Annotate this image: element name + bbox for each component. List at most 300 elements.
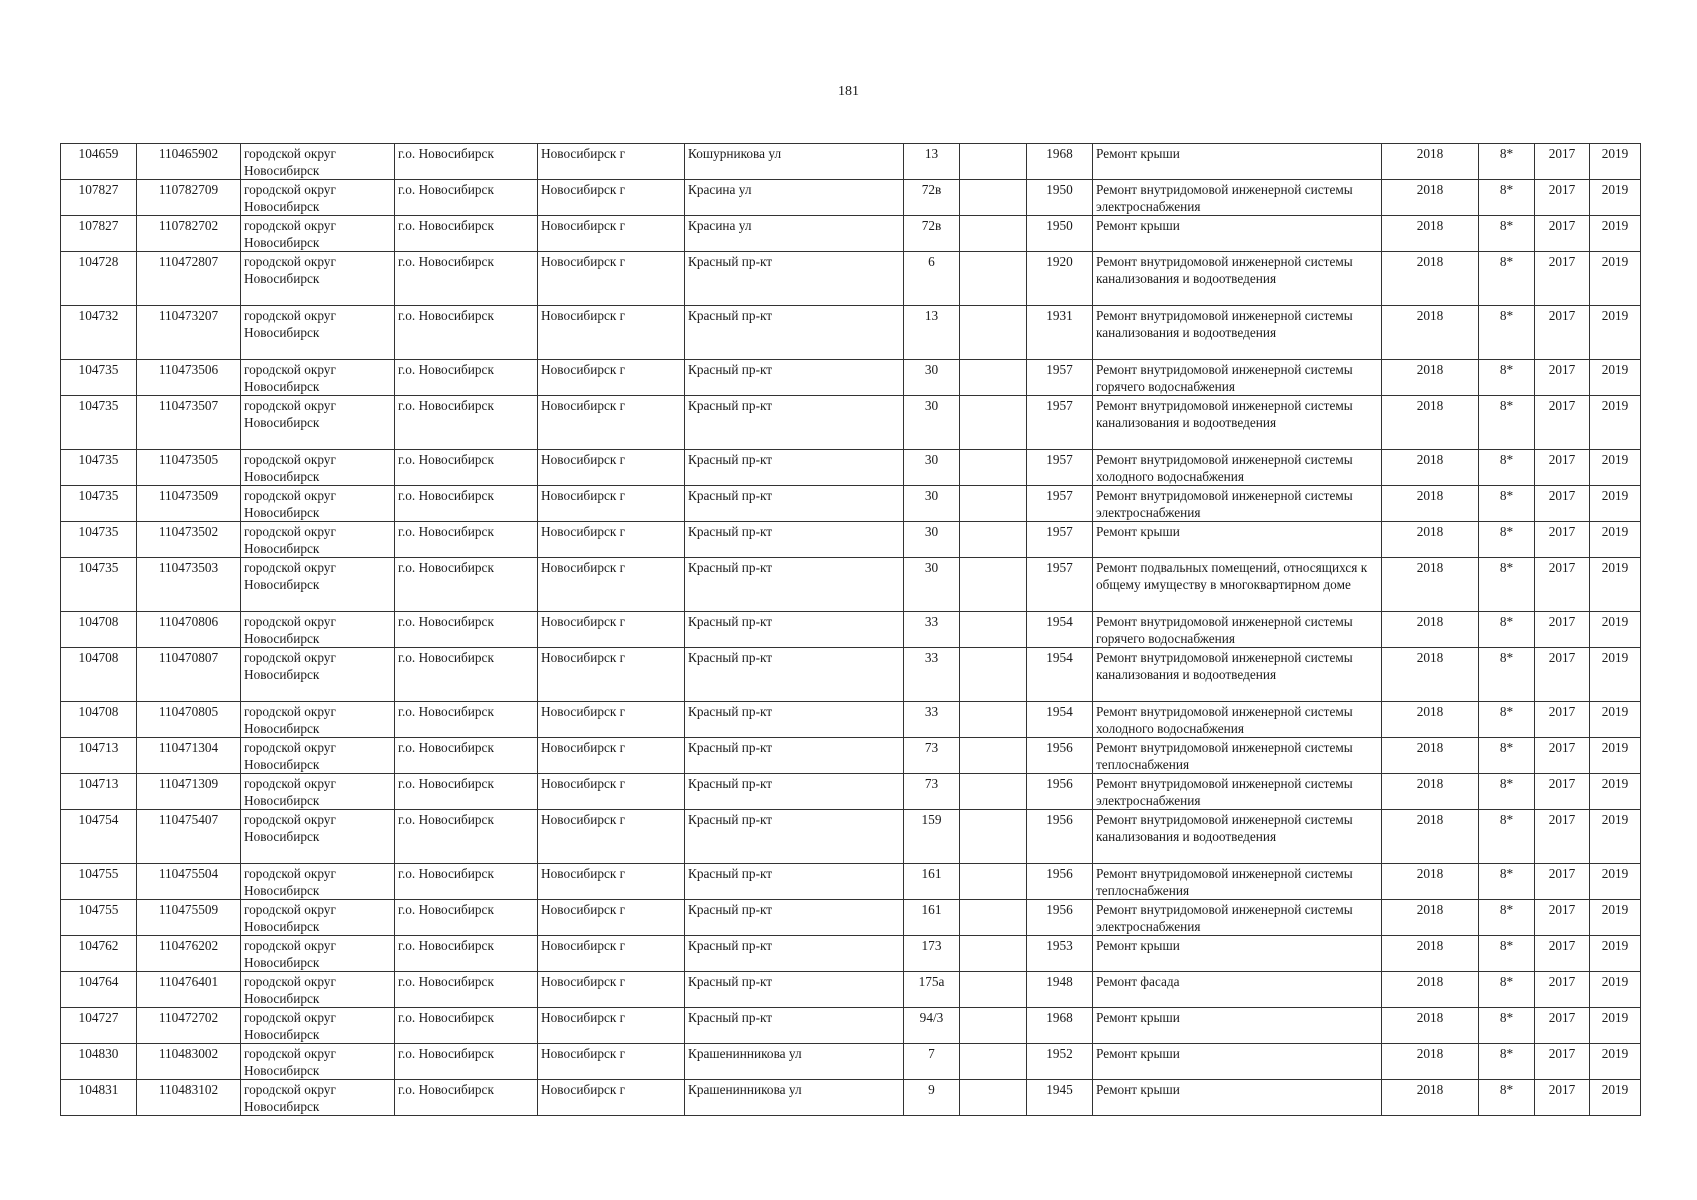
cell-locality: Новосибирск г [538,252,685,306]
cell-code: 110476202 [137,936,241,972]
cell-plan-year: 2018 [1382,1044,1479,1080]
cell-house: 6 [904,252,960,306]
cell-year-from: 2017 [1535,396,1590,450]
cell-year-to: 2019 [1590,936,1641,972]
cell-year-built: 1956 [1027,738,1093,774]
cell-extra [960,486,1027,522]
cell-street: Красный пр-кт [685,360,904,396]
registry-table [60,143,1641,1116]
cell-municipality: городской округ Новосибирск [241,450,395,486]
cell-work-type: Ремонт крыши [1093,936,1382,972]
cell-priority: 8* [1479,558,1535,612]
cell-municipality: городской округ Новосибирск [241,486,395,522]
cell-house: 30 [904,522,960,558]
cell-code: 110471309 [137,774,241,810]
cell-municipality: городской округ Новосибирск [241,810,395,864]
cell-work-type: Ремонт фасада [1093,972,1382,1008]
cell-district: г.о. Новосибирск [395,486,538,522]
cell-id: 104735 [61,558,137,612]
cell-year-to: 2019 [1590,612,1641,648]
cell-year-from: 2017 [1535,144,1590,180]
cell-street: Красный пр-кт [685,612,904,648]
cell-house: 33 [904,612,960,648]
cell-municipality: городской округ Новосибирск [241,216,395,252]
table-row [61,558,1641,612]
cell-year-from: 2017 [1535,216,1590,252]
table-row [61,306,1641,360]
cell-year-from: 2017 [1535,738,1590,774]
cell-code: 110475504 [137,864,241,900]
cell-year-to: 2019 [1590,558,1641,612]
cell-plan-year: 2018 [1382,486,1479,522]
cell-year-from: 2017 [1535,864,1590,900]
cell-year-from: 2017 [1535,810,1590,864]
cell-plan-year: 2018 [1382,738,1479,774]
cell-extra [960,936,1027,972]
cell-locality: Новосибирск г [538,486,685,522]
cell-municipality: городской округ Новосибирск [241,306,395,360]
cell-year-from: 2017 [1535,1008,1590,1044]
cell-street: Красный пр-кт [685,774,904,810]
cell-extra [960,738,1027,774]
cell-plan-year: 2018 [1382,936,1479,972]
cell-year-to: 2019 [1590,1080,1641,1116]
cell-year-to: 2019 [1590,1008,1641,1044]
cell-work-type: Ремонт внутридомовой инженерной системы электроснабжения [1093,180,1382,216]
cell-year-built: 1950 [1027,216,1093,252]
cell-plan-year: 2018 [1382,1080,1479,1116]
cell-house: 72в [904,216,960,252]
cell-year-built: 1957 [1027,360,1093,396]
cell-house: 33 [904,648,960,702]
cell-extra [960,612,1027,648]
cell-extra [960,180,1027,216]
cell-work-type: Ремонт внутридомовой инженерной системы электроснабжения [1093,900,1382,936]
cell-priority: 8* [1479,900,1535,936]
cell-priority: 8* [1479,522,1535,558]
cell-year-to: 2019 [1590,810,1641,864]
cell-code: 110473502 [137,522,241,558]
table-row [61,702,1641,738]
table-row [61,774,1641,810]
cell-priority: 8* [1479,1080,1535,1116]
cell-municipality: городской округ Новосибирск [241,1044,395,1080]
cell-id: 104708 [61,648,137,702]
cell-work-type: Ремонт крыши [1093,1008,1382,1044]
cell-district: г.о. Новосибирск [395,810,538,864]
cell-locality: Новосибирск г [538,900,685,936]
cell-code: 110473503 [137,558,241,612]
cell-extra [960,396,1027,450]
cell-municipality: городской округ Новосибирск [241,864,395,900]
cell-year-built: 1968 [1027,144,1093,180]
cell-year-built: 1957 [1027,486,1093,522]
cell-year-built: 1954 [1027,648,1093,702]
cell-priority: 8* [1479,1044,1535,1080]
cell-work-type: Ремонт крыши [1093,216,1382,252]
cell-priority: 8* [1479,972,1535,1008]
cell-priority: 8* [1479,180,1535,216]
cell-year-from: 2017 [1535,558,1590,612]
cell-year-built: 1956 [1027,810,1093,864]
cell-district: г.о. Новосибирск [395,1008,538,1044]
cell-extra [960,1080,1027,1116]
cell-priority: 8* [1479,702,1535,738]
cell-extra [960,450,1027,486]
cell-locality: Новосибирск г [538,738,685,774]
cell-work-type: Ремонт внутридомовой инженерной системы холодного водоснабжения [1093,702,1382,738]
table-row [61,450,1641,486]
cell-extra [960,900,1027,936]
cell-work-type: Ремонт внутридомовой инженерной системы канализования и водоотведения [1093,810,1382,864]
cell-extra [960,252,1027,306]
cell-year-to: 2019 [1590,648,1641,702]
cell-plan-year: 2018 [1382,252,1479,306]
cell-code: 110476401 [137,972,241,1008]
cell-district: г.о. Новосибирск [395,648,538,702]
cell-id: 104735 [61,360,137,396]
cell-priority: 8* [1479,810,1535,864]
cell-work-type: Ремонт внутридомовой инженерной системы теплоснабжения [1093,864,1382,900]
cell-year-to: 2019 [1590,252,1641,306]
table-row [61,738,1641,774]
table-row [61,180,1641,216]
cell-municipality: городской округ Новосибирск [241,558,395,612]
cell-extra [960,306,1027,360]
cell-plan-year: 2018 [1382,306,1479,360]
cell-district: г.о. Новосибирск [395,522,538,558]
cell-code: 110782702 [137,216,241,252]
cell-district: г.о. Новосибирск [395,216,538,252]
cell-year-to: 2019 [1590,774,1641,810]
cell-municipality: городской округ Новосибирск [241,738,395,774]
cell-id: 104728 [61,252,137,306]
cell-locality: Новосибирск г [538,396,685,450]
cell-year-from: 2017 [1535,936,1590,972]
cell-work-type: Ремонт крыши [1093,522,1382,558]
table-row [61,1008,1641,1044]
cell-code: 110472807 [137,252,241,306]
table-row [61,1080,1641,1116]
cell-house: 173 [904,936,960,972]
cell-id: 104762 [61,936,137,972]
table-row [61,216,1641,252]
cell-house: 73 [904,774,960,810]
cell-street: Красный пр-кт [685,306,904,360]
table-row [61,486,1641,522]
cell-municipality: городской округ Новосибирск [241,612,395,648]
cell-code: 110473207 [137,306,241,360]
cell-plan-year: 2018 [1382,1008,1479,1044]
cell-plan-year: 2018 [1382,144,1479,180]
cell-house: 30 [904,558,960,612]
cell-year-built: 1945 [1027,1080,1093,1116]
cell-id: 104727 [61,1008,137,1044]
cell-locality: Новосибирск г [538,558,685,612]
table-row [61,360,1641,396]
cell-municipality: городской округ Новосибирск [241,1080,395,1116]
cell-street: Кошурникова ул [685,144,904,180]
cell-id: 104735 [61,450,137,486]
cell-locality: Новосибирск г [538,306,685,360]
table-row [61,900,1641,936]
cell-street: Красный пр-кт [685,864,904,900]
cell-municipality: городской округ Новосибирск [241,936,395,972]
cell-house: 73 [904,738,960,774]
cell-code: 110475509 [137,900,241,936]
cell-year-built: 1956 [1027,774,1093,810]
cell-district: г.о. Новосибирск [395,144,538,180]
cell-id: 104708 [61,612,137,648]
cell-year-from: 2017 [1535,648,1590,702]
cell-year-to: 2019 [1590,180,1641,216]
cell-street: Красный пр-кт [685,936,904,972]
cell-id: 104735 [61,522,137,558]
cell-id: 104735 [61,396,137,450]
cell-year-to: 2019 [1590,396,1641,450]
cell-district: г.о. Новосибирск [395,702,538,738]
cell-code: 110470807 [137,648,241,702]
cell-year-from: 2017 [1535,774,1590,810]
cell-plan-year: 2018 [1382,180,1479,216]
cell-street: Красный пр-кт [685,810,904,864]
cell-code: 110483102 [137,1080,241,1116]
cell-year-from: 2017 [1535,1080,1590,1116]
cell-id: 104831 [61,1080,137,1116]
cell-street: Красный пр-кт [685,702,904,738]
table-row [61,936,1641,972]
cell-house: 33 [904,702,960,738]
table-row [61,1044,1641,1080]
cell-id: 107827 [61,216,137,252]
cell-extra [960,864,1027,900]
cell-locality: Новосибирск г [538,360,685,396]
cell-priority: 8* [1479,144,1535,180]
cell-id: 104755 [61,864,137,900]
cell-work-type: Ремонт внутридомовой инженерной системы теплоснабжения [1093,738,1382,774]
page-number: 181 [838,84,859,99]
cell-year-built: 1968 [1027,1008,1093,1044]
cell-locality: Новосибирск г [538,216,685,252]
cell-priority: 8* [1479,252,1535,306]
cell-id: 104735 [61,486,137,522]
cell-year-from: 2017 [1535,1044,1590,1080]
cell-plan-year: 2018 [1382,702,1479,738]
cell-house: 161 [904,864,960,900]
cell-extra [960,522,1027,558]
cell-code: 110483002 [137,1044,241,1080]
cell-locality: Новосибирск г [538,936,685,972]
cell-house: 30 [904,450,960,486]
cell-district: г.о. Новосибирск [395,900,538,936]
cell-plan-year: 2018 [1382,972,1479,1008]
cell-municipality: городской округ Новосибирск [241,360,395,396]
cell-plan-year: 2018 [1382,216,1479,252]
cell-year-built: 1957 [1027,558,1093,612]
cell-priority: 8* [1479,612,1535,648]
cell-extra [960,1044,1027,1080]
cell-street: Красный пр-кт [685,396,904,450]
table-row [61,648,1641,702]
cell-id: 104713 [61,774,137,810]
table-row [61,810,1641,864]
cell-id: 104713 [61,738,137,774]
cell-code: 110782709 [137,180,241,216]
cell-extra [960,216,1027,252]
cell-extra [960,774,1027,810]
cell-district: г.о. Новосибирск [395,180,538,216]
cell-house: 30 [904,360,960,396]
cell-municipality: городской округ Новосибирск [241,702,395,738]
table-row [61,522,1641,558]
cell-locality: Новосибирск г [538,450,685,486]
cell-year-to: 2019 [1590,486,1641,522]
cell-year-to: 2019 [1590,450,1641,486]
cell-street: Красный пр-кт [685,738,904,774]
cell-year-from: 2017 [1535,702,1590,738]
cell-year-to: 2019 [1590,360,1641,396]
cell-work-type: Ремонт внутридомовой инженерной системы электроснабжения [1093,774,1382,810]
cell-year-built: 1952 [1027,1044,1093,1080]
cell-work-type: Ремонт крыши [1093,1044,1382,1080]
cell-year-from: 2017 [1535,306,1590,360]
cell-priority: 8* [1479,864,1535,900]
cell-district: г.о. Новосибирск [395,1080,538,1116]
cell-year-from: 2017 [1535,900,1590,936]
cell-house: 72в [904,180,960,216]
cell-municipality: городской округ Новосибирск [241,396,395,450]
cell-municipality: городской округ Новосибирск [241,252,395,306]
cell-priority: 8* [1479,306,1535,360]
cell-extra [960,972,1027,1008]
cell-id: 104830 [61,1044,137,1080]
cell-id: 104754 [61,810,137,864]
cell-year-from: 2017 [1535,522,1590,558]
cell-year-from: 2017 [1535,252,1590,306]
cell-year-built: 1920 [1027,252,1093,306]
cell-code: 110473507 [137,396,241,450]
cell-year-to: 2019 [1590,972,1641,1008]
cell-municipality: городской округ Новосибирск [241,774,395,810]
cell-municipality: городской округ Новосибирск [241,522,395,558]
cell-code: 110465902 [137,144,241,180]
cell-priority: 8* [1479,216,1535,252]
cell-district: г.о. Новосибирск [395,972,538,1008]
cell-work-type: Ремонт внутридомовой инженерной системы канализования и водоотведения [1093,306,1382,360]
cell-street: Красный пр-кт [685,450,904,486]
cell-locality: Новосибирск г [538,648,685,702]
cell-municipality: городской округ Новосибирск [241,180,395,216]
cell-district: г.о. Новосибирск [395,306,538,360]
cell-house: 13 [904,144,960,180]
cell-year-to: 2019 [1590,702,1641,738]
cell-district: г.о. Новосибирск [395,612,538,648]
cell-work-type: Ремонт внутридомовой инженерной системы канализования и водоотведения [1093,396,1382,450]
cell-locality: Новосибирск г [538,1008,685,1044]
cell-street: Красный пр-кт [685,558,904,612]
cell-extra [960,810,1027,864]
cell-year-to: 2019 [1590,1044,1641,1080]
cell-priority: 8* [1479,1008,1535,1044]
cell-year-built: 1931 [1027,306,1093,360]
cell-extra [960,144,1027,180]
cell-code: 110473505 [137,450,241,486]
cell-locality: Новосибирск г [538,612,685,648]
cell-year-from: 2017 [1535,486,1590,522]
cell-locality: Новосибирск г [538,522,685,558]
cell-plan-year: 2018 [1382,612,1479,648]
cell-work-type: Ремонт внутридомовой инженерной системы холодного водоснабжения [1093,450,1382,486]
table-row [61,144,1641,180]
cell-street: Красный пр-кт [685,900,904,936]
cell-municipality: городской округ Новосибирск [241,144,395,180]
cell-id: 104659 [61,144,137,180]
cell-district: г.о. Новосибирск [395,450,538,486]
cell-locality: Новосибирск г [538,774,685,810]
table-row [61,972,1641,1008]
cell-priority: 8* [1479,738,1535,774]
cell-plan-year: 2018 [1382,558,1479,612]
cell-year-from: 2017 [1535,180,1590,216]
cell-municipality: городской округ Новосибирск [241,648,395,702]
cell-municipality: городской округ Новосибирск [241,900,395,936]
cell-house: 159 [904,810,960,864]
cell-street: Красина ул [685,216,904,252]
cell-house: 161 [904,900,960,936]
cell-work-type: Ремонт внутридомовой инженерной системы электроснабжения [1093,486,1382,522]
cell-locality: Новосибирск г [538,810,685,864]
cell-year-built: 1956 [1027,900,1093,936]
cell-priority: 8* [1479,486,1535,522]
cell-year-built: 1957 [1027,450,1093,486]
cell-plan-year: 2018 [1382,360,1479,396]
cell-id: 104732 [61,306,137,360]
cell-year-built: 1950 [1027,180,1093,216]
cell-municipality: городской округ Новосибирск [241,972,395,1008]
cell-plan-year: 2018 [1382,648,1479,702]
cell-plan-year: 2018 [1382,774,1479,810]
cell-id: 104755 [61,900,137,936]
cell-house: 9 [904,1080,960,1116]
cell-year-built: 1956 [1027,864,1093,900]
cell-code: 110475407 [137,810,241,864]
cell-district: г.о. Новосибирск [395,738,538,774]
cell-house: 175а [904,972,960,1008]
cell-work-type: Ремонт крыши [1093,144,1382,180]
cell-street: Красина ул [685,180,904,216]
table-row [61,252,1641,306]
cell-locality: Новосибирск г [538,180,685,216]
cell-locality: Новосибирск г [538,1044,685,1080]
cell-priority: 8* [1479,450,1535,486]
cell-work-type: Ремонт внутридомовой инженерной системы горячего водоснабжения [1093,360,1382,396]
cell-code: 110472702 [137,1008,241,1044]
cell-street: Крашенинникова ул [685,1044,904,1080]
cell-year-built: 1948 [1027,972,1093,1008]
cell-street: Красный пр-кт [685,522,904,558]
cell-code: 110473506 [137,360,241,396]
cell-code: 110471304 [137,738,241,774]
cell-extra [960,702,1027,738]
cell-street: Красный пр-кт [685,648,904,702]
cell-year-built: 1954 [1027,702,1093,738]
cell-street: Красный пр-кт [685,486,904,522]
cell-priority: 8* [1479,360,1535,396]
cell-year-to: 2019 [1590,144,1641,180]
cell-extra [960,1008,1027,1044]
cell-year-from: 2017 [1535,360,1590,396]
cell-work-type: Ремонт крыши [1093,1080,1382,1116]
